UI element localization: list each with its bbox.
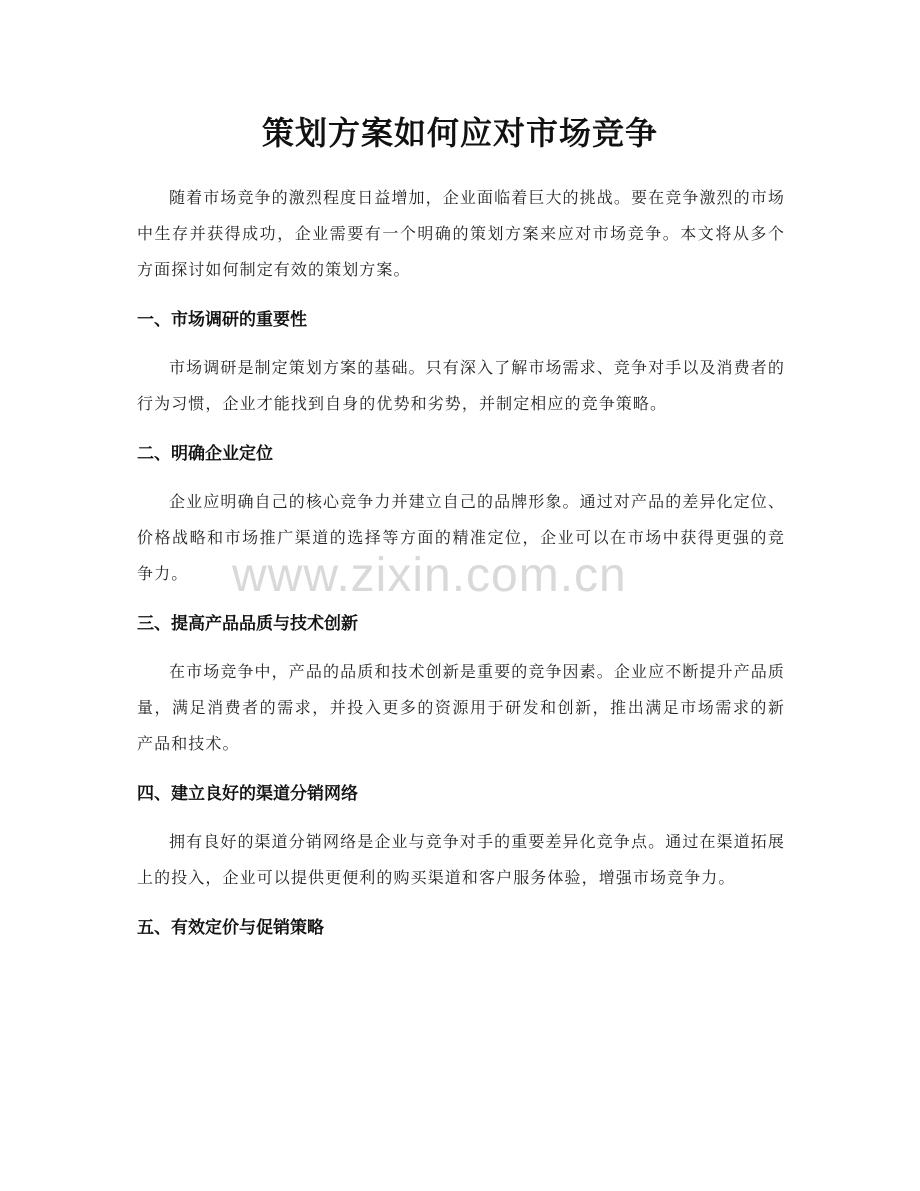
section-heading: 二、明确企业定位 [137,444,273,464]
section-heading: 四、建立良好的渠道分销网络 [137,784,358,804]
section-paragraph: 市场调研是制定策划方案的基础。只有深入了解市场需求、竞争对手以及消费者的行为习惯，企业才能找到自身的优势和劣势，并制定相应的竞争策略。 [137,358,785,413]
section-heading: 三、提高产品品质与技术创新 [137,614,358,634]
intro-paragraph: 随着市场竞争的激烈程度日益增加，企业面临着巨大的挑战。要在竞争激烈的市场中生存并获得成功，企业需要有一个明确的策划方案来应对市场竞争。本文将从多个方面探讨如何制定有效的策划方案。 [137,188,785,279]
section-paragraph: 在市场竞争中，产品的品质和技术创新是重要的竞争因素。企业应不断提升产品质量，满足消费者的需求，并投入更多的资源用于研发和创新，推出满足市场需求的新产品和技术。 [137,662,785,753]
page-title: 策划方案如何应对市场竞争 [261,114,658,152]
watermark-text: www.zixin.com.cn [232,549,627,602]
section-paragraph: 企业应明确自己的核心竞争力并建立自己的品牌形象。通过对产品的差异化定位、价格战略和市场推广渠道的选择等方面的精准定位，企业可以在市场中获得更强的竞争力。 [137,492,785,583]
document-body [137,180,785,942]
section-heading: 五、有效定价与促销策略 [137,918,324,938]
section-paragraph: 拥有良好的渠道分销网络是企业与竞争对手的重要差异化竞争点。通过在渠道拓展上的投入，企业可以提供更便利的购买渠道和客户服务体验，增强市场竞争力。 [137,832,785,887]
section-heading: 一、市场调研的重要性 [137,310,307,330]
